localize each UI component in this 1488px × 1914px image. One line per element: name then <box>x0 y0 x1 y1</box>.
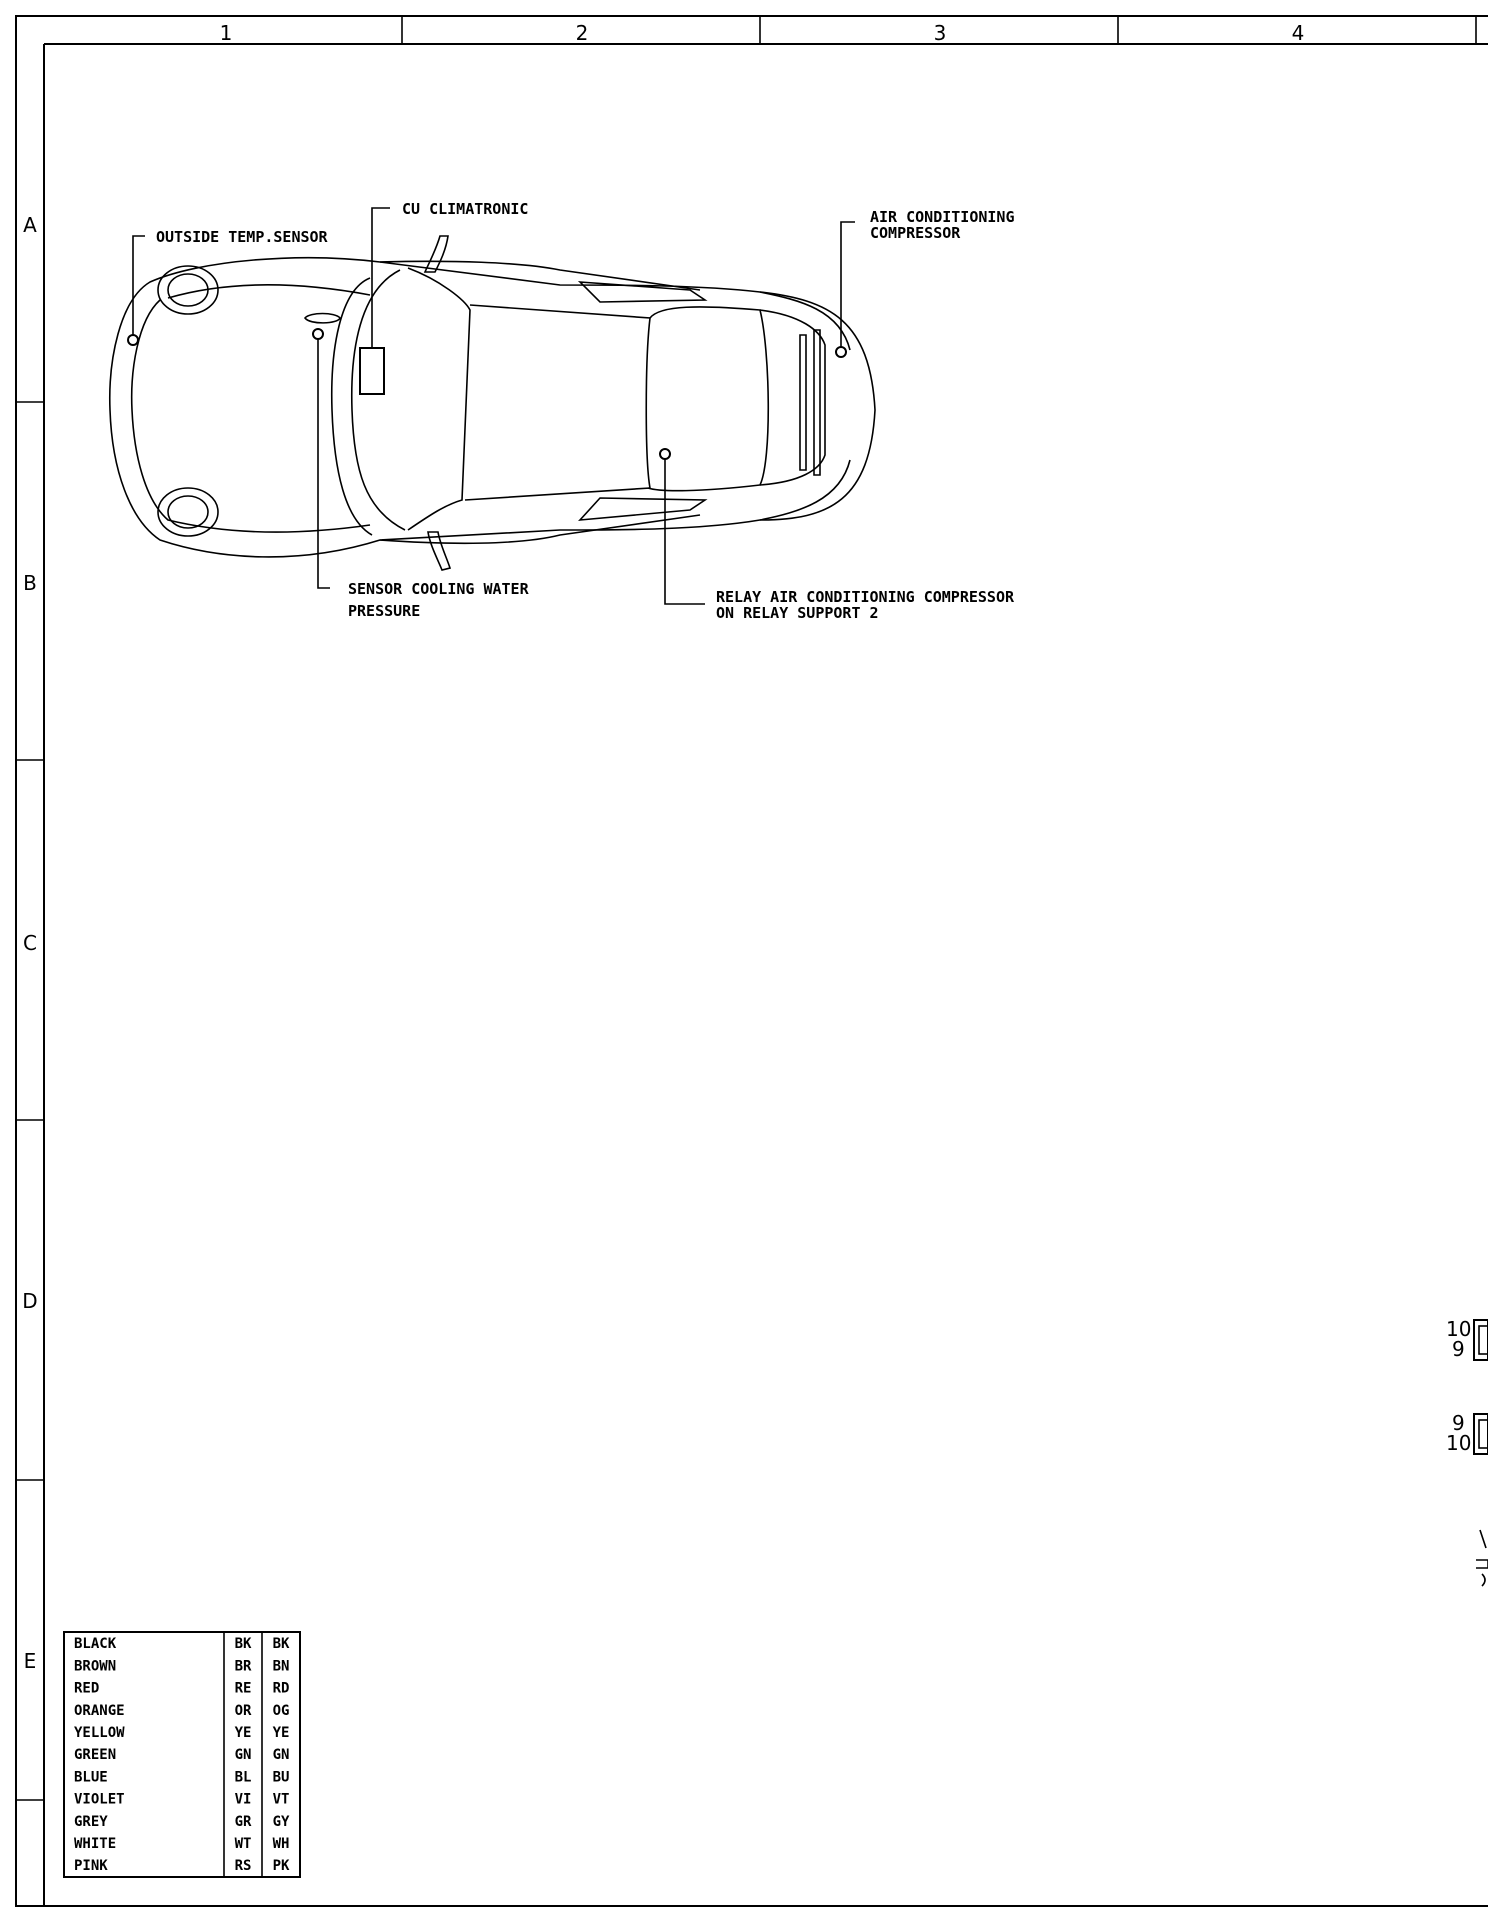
connector-pin-label: 10 <box>1446 1431 1472 1455</box>
legend-code-en: YE <box>272 1725 290 1741</box>
sensor-cooling-water-marker <box>313 329 323 339</box>
legend-color-name: GREY <box>74 1813 108 1830</box>
leader-relay <box>665 459 705 604</box>
legend-code-de: YE <box>234 1725 252 1741</box>
legend-code-en: BK <box>272 1636 290 1653</box>
legend-code-de: WT <box>234 1836 252 1852</box>
ac-compressor-label-line1: AIR CONDITIONING <box>870 208 1015 226</box>
leader-sensor-water <box>318 339 330 588</box>
sensor-water-label-line1: SENSOR COOLING WATER <box>348 580 529 598</box>
legend-code-en: PK <box>272 1858 290 1875</box>
color-legend-rows <box>74 1636 290 1874</box>
connector-bottom <box>1446 1411 1488 1455</box>
legend-color-name: BLACK <box>74 1636 117 1653</box>
connector-pin-label: 10 <box>1446 1317 1472 1341</box>
legend-code-en: WH <box>272 1836 290 1852</box>
legend-color-name: PINK <box>74 1858 108 1875</box>
relay-label-line1: RELAY AIR CONDITIONING COMPRESSOR <box>716 588 1015 606</box>
column-label-3: 3 <box>933 21 947 45</box>
column-label-4: 4 <box>1291 21 1305 45</box>
legend-code-de: OR <box>234 1702 252 1719</box>
relay-label-line2: ON RELAY SUPPORT 2 <box>716 604 879 622</box>
legend-code-de: BR <box>234 1658 252 1675</box>
connector-pin-label: 9 <box>1452 1411 1465 1435</box>
legend-code-en: RD <box>272 1680 290 1697</box>
legend-color-name: WHITE <box>74 1836 117 1852</box>
row-label-a: A <box>23 213 37 237</box>
legend-color-name: RED <box>74 1680 100 1697</box>
connector-pin-label: 9 <box>1452 1337 1465 1361</box>
row-label-d: D <box>22 1289 38 1313</box>
legend-code-de: GR <box>234 1813 252 1830</box>
legend-code-de: RE <box>234 1680 252 1697</box>
sensor-water-label-line2: PRESSURE <box>348 602 421 620</box>
outside-temp-sensor-marker <box>128 335 138 345</box>
legend-color-name: ORANGE <box>74 1702 125 1719</box>
cu-climatronic-marker <box>360 348 384 394</box>
legend-code-en: BN <box>272 1658 290 1675</box>
legend-code-en: GN <box>272 1747 290 1764</box>
legend-code-en: VT <box>272 1791 290 1808</box>
legend-code-de: RS <box>234 1858 252 1875</box>
relay-ac-compressor-marker <box>660 449 670 459</box>
legend-color-name: BROWN <box>74 1658 117 1675</box>
legend-code-de: GN <box>234 1747 252 1764</box>
legend-code-de: VI <box>234 1791 252 1808</box>
connector-top <box>1446 1317 1488 1361</box>
ac-compressor-marker <box>836 347 846 357</box>
column-label-1: 1 <box>219 21 233 45</box>
legend-color-name: VIOLET <box>74 1791 125 1808</box>
outer-border <box>16 16 1488 1906</box>
cu-climatronic-label: CU CLIMATRONIC <box>402 200 529 218</box>
legend-code-de: BL <box>234 1769 252 1786</box>
legend-code-en: OG <box>272 1702 290 1719</box>
column-label-2: 2 <box>575 21 589 45</box>
outside-temp-sensor-label: OUTSIDE TEMP.SENSOR <box>156 228 328 246</box>
ac-compressor-label-line2: COMPRESSOR <box>870 224 961 242</box>
row-label-c: C <box>23 931 37 955</box>
row-label-b: B <box>23 571 37 595</box>
connector-fragment <box>1476 1530 1488 1586</box>
legend-color-name: GREEN <box>74 1747 117 1764</box>
row-label-e: E <box>23 1649 37 1673</box>
legend-code-en: BU <box>272 1769 290 1786</box>
legend-code-de: BK <box>234 1636 252 1653</box>
legend-color-name: BLUE <box>74 1769 108 1786</box>
leader-outside-temp <box>133 236 145 335</box>
leader-ac-compressor <box>841 222 855 347</box>
car-top-view <box>110 236 875 570</box>
legend-color-name: YELLOW <box>74 1725 125 1741</box>
legend-code-en: GY <box>272 1813 290 1830</box>
